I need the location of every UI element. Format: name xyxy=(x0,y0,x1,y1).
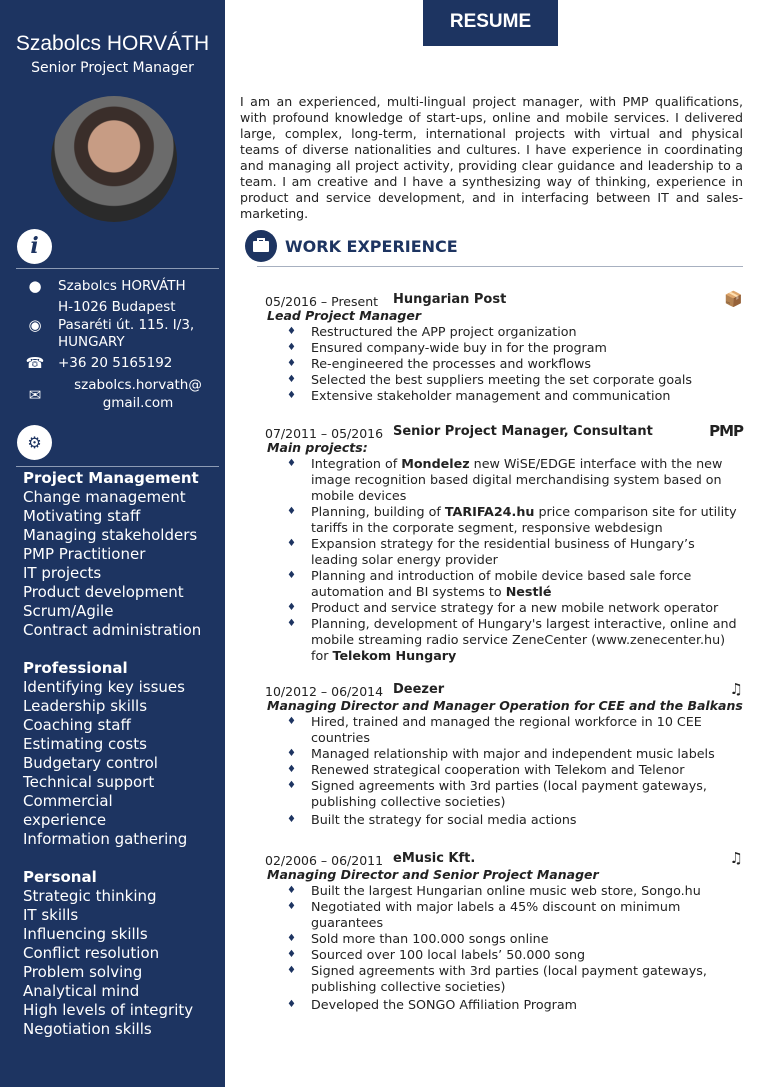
briefcase-icon xyxy=(245,230,277,262)
section-title: WORK EXPERIENCE xyxy=(285,237,458,256)
bullet-item: ♦ Ensured company-wide buy in for the program xyxy=(265,340,743,356)
skill-item: Technical support xyxy=(23,773,155,791)
skill-item: Leadership skills xyxy=(23,697,148,715)
bullet-item: ♦ Integration of Mondelez new WiSE/EDGE interface with the new image recognition based digital merchandising system based on mobile devices xyxy=(265,456,743,504)
skill-item: Contract administration xyxy=(23,621,202,639)
candidate-name: Szabolcs HORVÁTH xyxy=(15,32,210,55)
contact-name: Szabolcs HORVÁTH xyxy=(58,278,186,294)
bullet-item: ♦ Sourced over 100 local labels’ 50.000 song xyxy=(265,947,743,963)
bullet-item: ♦ Built the strategy for social media actions xyxy=(265,812,743,828)
sidebar xyxy=(0,0,225,1087)
skill-group xyxy=(23,868,223,1039)
profile-summary: I am an experienced, multi-lingual project manager, with PMP qualifications, with profound knowledge of start-ups, online and mobile services. I delivered large, complex, long-term, international projects with virtual and physical teams of diverse nationalities and cultures. I have experience in coordinating and managing all project activity, providing clear guidance and leadership to a team. I am creative and I have a synthesizing way of thinking, experience in product and service development, and in interfacing between IT and sales-marketing. xyxy=(240,94,743,221)
bold-term: Mondelez xyxy=(401,456,470,471)
bullet-item: ♦ Planning, building of TARIFA24.hu price comparison site for utility tariffs in the corporate segment, responsive webdesign xyxy=(265,504,743,536)
skill-item: Identifying key issues xyxy=(23,678,185,696)
mail-icon: ✉ xyxy=(28,386,42,404)
skills-list xyxy=(23,469,223,1058)
skill-item: Managing stakeholders xyxy=(23,526,198,544)
skill-group-heading: Project Management xyxy=(23,469,199,487)
bold-term: Telekom Hungary xyxy=(332,648,457,663)
skill-item: Commercial xyxy=(23,792,113,810)
job-dates: 05/2016 – Present xyxy=(265,294,379,309)
job-bullets xyxy=(265,714,743,828)
resume-banner: RESUME xyxy=(423,0,558,46)
bullet-item: ♦ Restructured the APP project organization xyxy=(265,324,743,340)
bullet-item: ♦ Expansion strategy for the residential business of Hungary’s leading solar energy provider xyxy=(265,536,743,568)
skill-item: Problem solving xyxy=(23,963,143,981)
job-entry xyxy=(265,292,743,412)
skill-item: Negotiation skills xyxy=(23,1020,152,1038)
skill-item: Change management xyxy=(23,488,186,506)
job-entry xyxy=(265,851,743,1021)
skill-item: Coaching staff xyxy=(23,716,131,734)
music-logo-icon: ♫ xyxy=(729,680,743,698)
skill-item: Scrum/Agile xyxy=(23,602,114,620)
skill-item: Analytical mind xyxy=(23,982,140,1000)
bold-term: TARIFA24.hu xyxy=(444,504,535,519)
bullet-item: ♦ Built the largest Hungarian online music web store, Songo.hu xyxy=(265,883,743,899)
skill-item: Product development xyxy=(23,583,184,601)
job-dates: 10/2012 – 06/2014 xyxy=(265,684,384,699)
section-divider xyxy=(257,266,743,267)
bold-term: Nestlé xyxy=(505,584,552,599)
skill-item: Estimating costs xyxy=(23,735,147,753)
skill-item: Budgetary control xyxy=(23,754,158,772)
job-entry xyxy=(265,424,743,669)
location-pin-icon: ◉ xyxy=(28,316,42,334)
bullet-item: ♦ Signed agreements with 3rd parties (local payment gateways, publishing collective societies) xyxy=(265,963,743,995)
job-company: Senior Project Manager, Consultant xyxy=(393,424,653,439)
job-dates: 02/2006 – 06/2011 xyxy=(265,853,384,868)
email-line: gmail.com xyxy=(102,394,174,411)
bullet-item: ♦ Developed the SONGO Affiliation Program xyxy=(265,997,743,1013)
skill-group-heading: Professional xyxy=(23,659,128,677)
job-entry xyxy=(265,682,743,832)
email-line: szabolcs.horvath@ xyxy=(74,377,202,393)
skill-group xyxy=(23,659,223,849)
skill-item: Conflict resolution xyxy=(23,944,160,962)
job-company: Deezer xyxy=(393,682,445,697)
pmp-logo: PMP xyxy=(709,422,743,440)
job-bullets xyxy=(265,456,743,664)
contact-address xyxy=(58,299,194,352)
post-logo-icon: 📦 xyxy=(724,290,743,308)
job-role: Lead Project Manager xyxy=(267,308,422,323)
bullet-item: ♦ Managed relationship with major and independent music labels xyxy=(265,746,743,762)
skill-item: experience xyxy=(23,811,107,829)
profile-photo xyxy=(51,96,177,222)
bullet-item: ♦ Signed agreements with 3rd parties (local payment gateways, publishing collective societies) xyxy=(265,778,743,810)
bullet-item: ♦ Negotiated with major labels a 45% discount on minimum guarantees xyxy=(265,899,743,931)
job-bullets xyxy=(265,883,743,1013)
bullet-item: ♦ Planning, development of Hungary's largest interactive, online and mobile streaming radio service ZeneCenter (www.zenecenter.hu) for Telekom Hungary xyxy=(265,616,743,664)
bullet-item: ♦ Renewed strategical cooperation with Telekom and Telenor xyxy=(265,762,743,778)
bullet-item: ♦ Product and service strategy for a new mobile network operator xyxy=(265,600,743,616)
bullet-item: ♦ Hired, trained and managed the regional workforce in 10 CEE countries xyxy=(265,714,743,746)
candidate-title: Senior Project Manager xyxy=(31,60,194,76)
job-company: eMusic Kft. xyxy=(393,851,476,866)
skill-item: Information gathering xyxy=(23,830,188,848)
bullet-item: ♦ Planning and introduction of mobile device based sale force automation and BI systems to Nestlé xyxy=(265,568,743,600)
job-role: Main projects: xyxy=(267,440,368,455)
person-icon: ● xyxy=(28,277,42,295)
info-icon: i xyxy=(17,229,52,264)
job-role: Managing Director and Manager Operation for CEE and the Balkans xyxy=(267,698,743,713)
job-company: Hungarian Post xyxy=(393,292,507,307)
address-line: Pasaréti út. 115. I/3, xyxy=(58,316,195,333)
divider xyxy=(16,466,219,467)
skill-item: Influencing skills xyxy=(23,925,148,943)
bullet-item: ♦ Extensive stakeholder management and communication xyxy=(265,388,743,404)
contact-email[interactable] xyxy=(58,377,218,412)
skill-group-heading: Personal xyxy=(23,868,97,886)
skill-item: IT skills xyxy=(23,906,79,924)
job-role: Managing Director and Senior Project Manager xyxy=(267,867,599,882)
phone-icon: ☎ xyxy=(25,354,45,372)
skill-item: Motivating staff xyxy=(23,507,141,525)
bullet-item: ♦ Re-engineered the processes and workflows xyxy=(265,356,743,372)
bullet-item: ♦ Sold more than 100.000 songs online xyxy=(265,931,743,947)
divider xyxy=(16,268,219,269)
job-dates: 07/2011 – 05/2016 xyxy=(265,426,384,441)
skill-item: High levels of integrity xyxy=(23,1001,194,1019)
music-logo-icon: ♫ xyxy=(729,849,743,867)
skill-group xyxy=(23,469,223,640)
skill-item: IT projects xyxy=(23,564,102,582)
contact-phone: +36 20 5165192 xyxy=(58,355,173,371)
bullet-item: ♦ Selected the best suppliers meeting the set corporate goals xyxy=(265,372,743,388)
skill-item: Strategic thinking xyxy=(23,887,157,905)
address-line: HUNGARY xyxy=(58,334,125,350)
brain-gear-icon: ⚙ xyxy=(17,425,52,460)
job-bullets xyxy=(265,324,743,404)
skill-item: PMP Practitioner xyxy=(23,545,146,563)
address-line: H-1026 Budapest xyxy=(58,299,176,315)
